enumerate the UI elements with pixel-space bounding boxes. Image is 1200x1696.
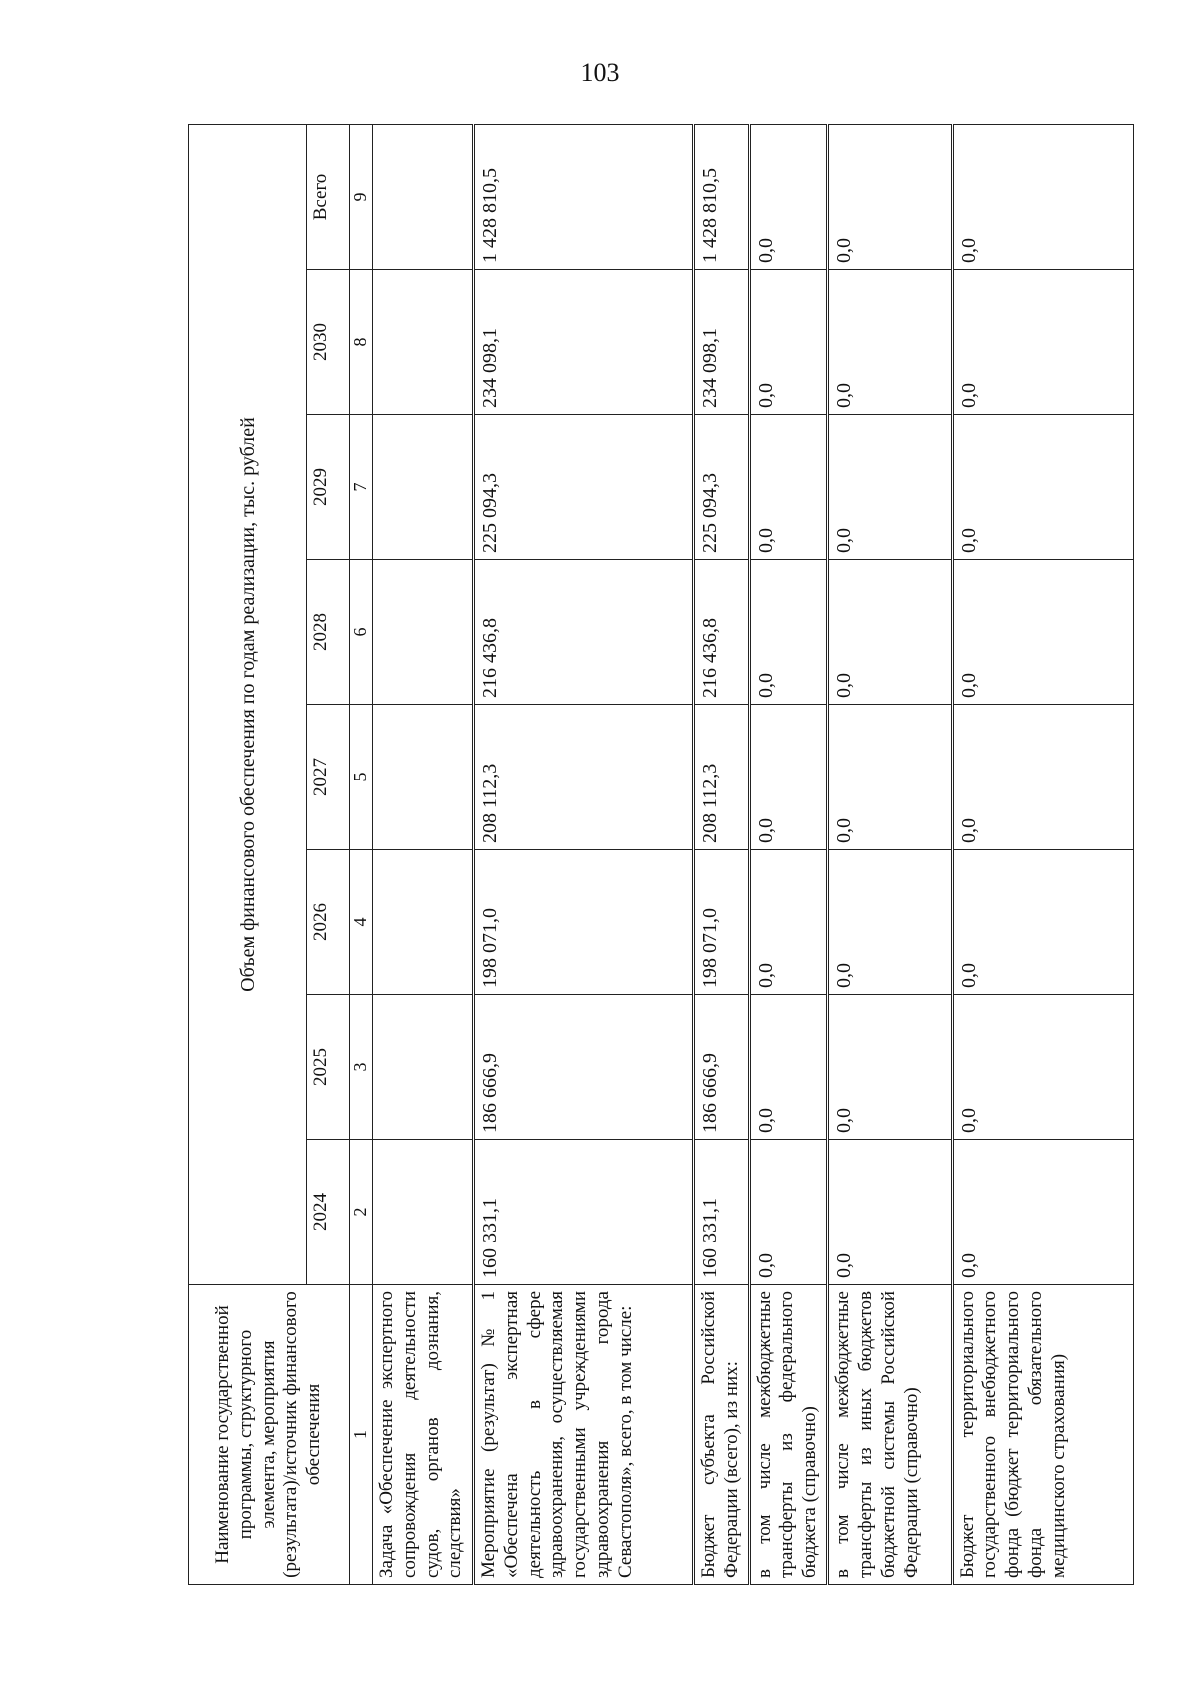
value-cell: 0,0	[749, 560, 828, 705]
value-cell: 1 428 810,5	[473, 124, 693, 269]
table-row	[749, 124, 828, 1584]
year-header: 2028	[307, 560, 350, 705]
value-cell: 0,0	[749, 850, 828, 995]
column-number: 9	[349, 124, 372, 269]
value-cell: 0,0	[828, 850, 952, 995]
year-header: Всего	[307, 124, 350, 269]
value-cell: 0,0	[828, 705, 952, 850]
year-header: 2027	[307, 705, 350, 850]
value-cell: 0,0	[828, 560, 952, 705]
value-cell: 0,0	[828, 1140, 952, 1285]
value-cell: 198 071,0	[473, 850, 693, 995]
value-cell: 0,0	[952, 415, 1133, 560]
value-cell: 0,0	[952, 560, 1133, 705]
value-cell: 0,0	[749, 270, 828, 415]
value-cell: 0,0	[749, 124, 828, 269]
row-name: Задача «Обеспечение экспертного сопровождения деятельности судов, органов дознания, следствия»	[372, 1285, 473, 1585]
value-cell: 216 436,8	[473, 560, 693, 705]
value-cell: 160 331,1	[473, 1140, 693, 1285]
row-name: в том числе межбюджетные трансферты из федерального бюджета (справочно)	[749, 1285, 828, 1585]
financing-table	[188, 124, 1134, 1585]
header-volume-cell: Объем финансового обеспечения по годам реализации, тыс. рублей	[189, 124, 307, 1284]
value-cell: 198 071,0	[693, 850, 749, 995]
value-cell	[372, 850, 473, 995]
column-number: 3	[349, 995, 372, 1140]
row-name: Бюджет субъекта Российской Федерации (всего), из них:	[693, 1285, 749, 1585]
table-row	[473, 124, 693, 1584]
value-cell: 0,0	[952, 270, 1133, 415]
table-row	[952, 124, 1133, 1584]
value-cell: 0,0	[749, 1140, 828, 1285]
value-cell: 0,0	[828, 415, 952, 560]
row-name: Бюджет территориального государственного внебюджетного фонда (бюджет территориального фонда обязательного медицинского страхования)	[952, 1285, 1133, 1585]
value-cell: 0,0	[828, 124, 952, 269]
value-cell: 0,0	[952, 124, 1133, 269]
value-cell: 234 098,1	[473, 270, 693, 415]
year-header: 2024	[307, 1140, 350, 1285]
value-cell: 208 112,3	[693, 705, 749, 850]
row-name: в том числе межбюджетные трансферты из иных бюджетов бюджетной системы Российской Федерации (справочно)	[828, 1285, 952, 1585]
value-cell	[372, 560, 473, 705]
table-row	[693, 124, 749, 1584]
column-number: 7	[349, 415, 372, 560]
value-cell: 0,0	[749, 995, 828, 1140]
value-cell	[372, 995, 473, 1140]
year-header: 2025	[307, 995, 350, 1140]
value-cell: 0,0	[749, 705, 828, 850]
value-cell: 186 666,9	[473, 995, 693, 1140]
value-cell: 186 666,9	[693, 995, 749, 1140]
year-header: 2030	[307, 270, 350, 415]
value-cell: 216 436,8	[693, 560, 749, 705]
table-header-row	[189, 124, 307, 1584]
column-number: 4	[349, 850, 372, 995]
row-name: Мероприятие (результат) № 1 «Обеспечена экспертная деятельность в сфере здравоохранения, осуществляемая государственными учреждениями здравоохранения города Севастополя», всего, в том числе:	[473, 1285, 693, 1585]
rotated-table-wrapper	[188, 125, 1134, 1585]
year-header: 2026	[307, 850, 350, 995]
table-row	[372, 124, 473, 1584]
column-number: 6	[349, 560, 372, 705]
header-name-cell: Наименование государственной программы, структурного элемента, мероприятия (результата)/источник финансового обеспечения	[189, 1285, 350, 1585]
value-cell: 225 094,3	[473, 415, 693, 560]
table-row	[828, 124, 952, 1584]
column-number: 8	[349, 270, 372, 415]
value-cell: 0,0	[952, 705, 1133, 850]
value-cell: 0,0	[749, 415, 828, 560]
value-cell: 225 094,3	[693, 415, 749, 560]
column-number: 1	[349, 1285, 372, 1585]
value-cell: 0,0	[828, 270, 952, 415]
value-cell: 0,0	[952, 850, 1133, 995]
value-cell: 0,0	[828, 995, 952, 1140]
page-number: 103	[580, 58, 620, 87]
value-cell: 1 428 810,5	[693, 124, 749, 269]
value-cell	[372, 124, 473, 269]
value-cell	[372, 415, 473, 560]
value-cell	[372, 1140, 473, 1285]
value-cell: 160 331,1	[693, 1140, 749, 1285]
value-cell: 208 112,3	[473, 705, 693, 850]
year-header: 2029	[307, 415, 350, 560]
column-number-row	[349, 124, 372, 1584]
column-number: 5	[349, 705, 372, 850]
value-cell: 0,0	[952, 995, 1133, 1140]
column-number: 2	[349, 1140, 372, 1285]
value-cell: 234 098,1	[693, 270, 749, 415]
value-cell: 0,0	[952, 1140, 1133, 1285]
value-cell	[372, 270, 473, 415]
value-cell	[372, 705, 473, 850]
